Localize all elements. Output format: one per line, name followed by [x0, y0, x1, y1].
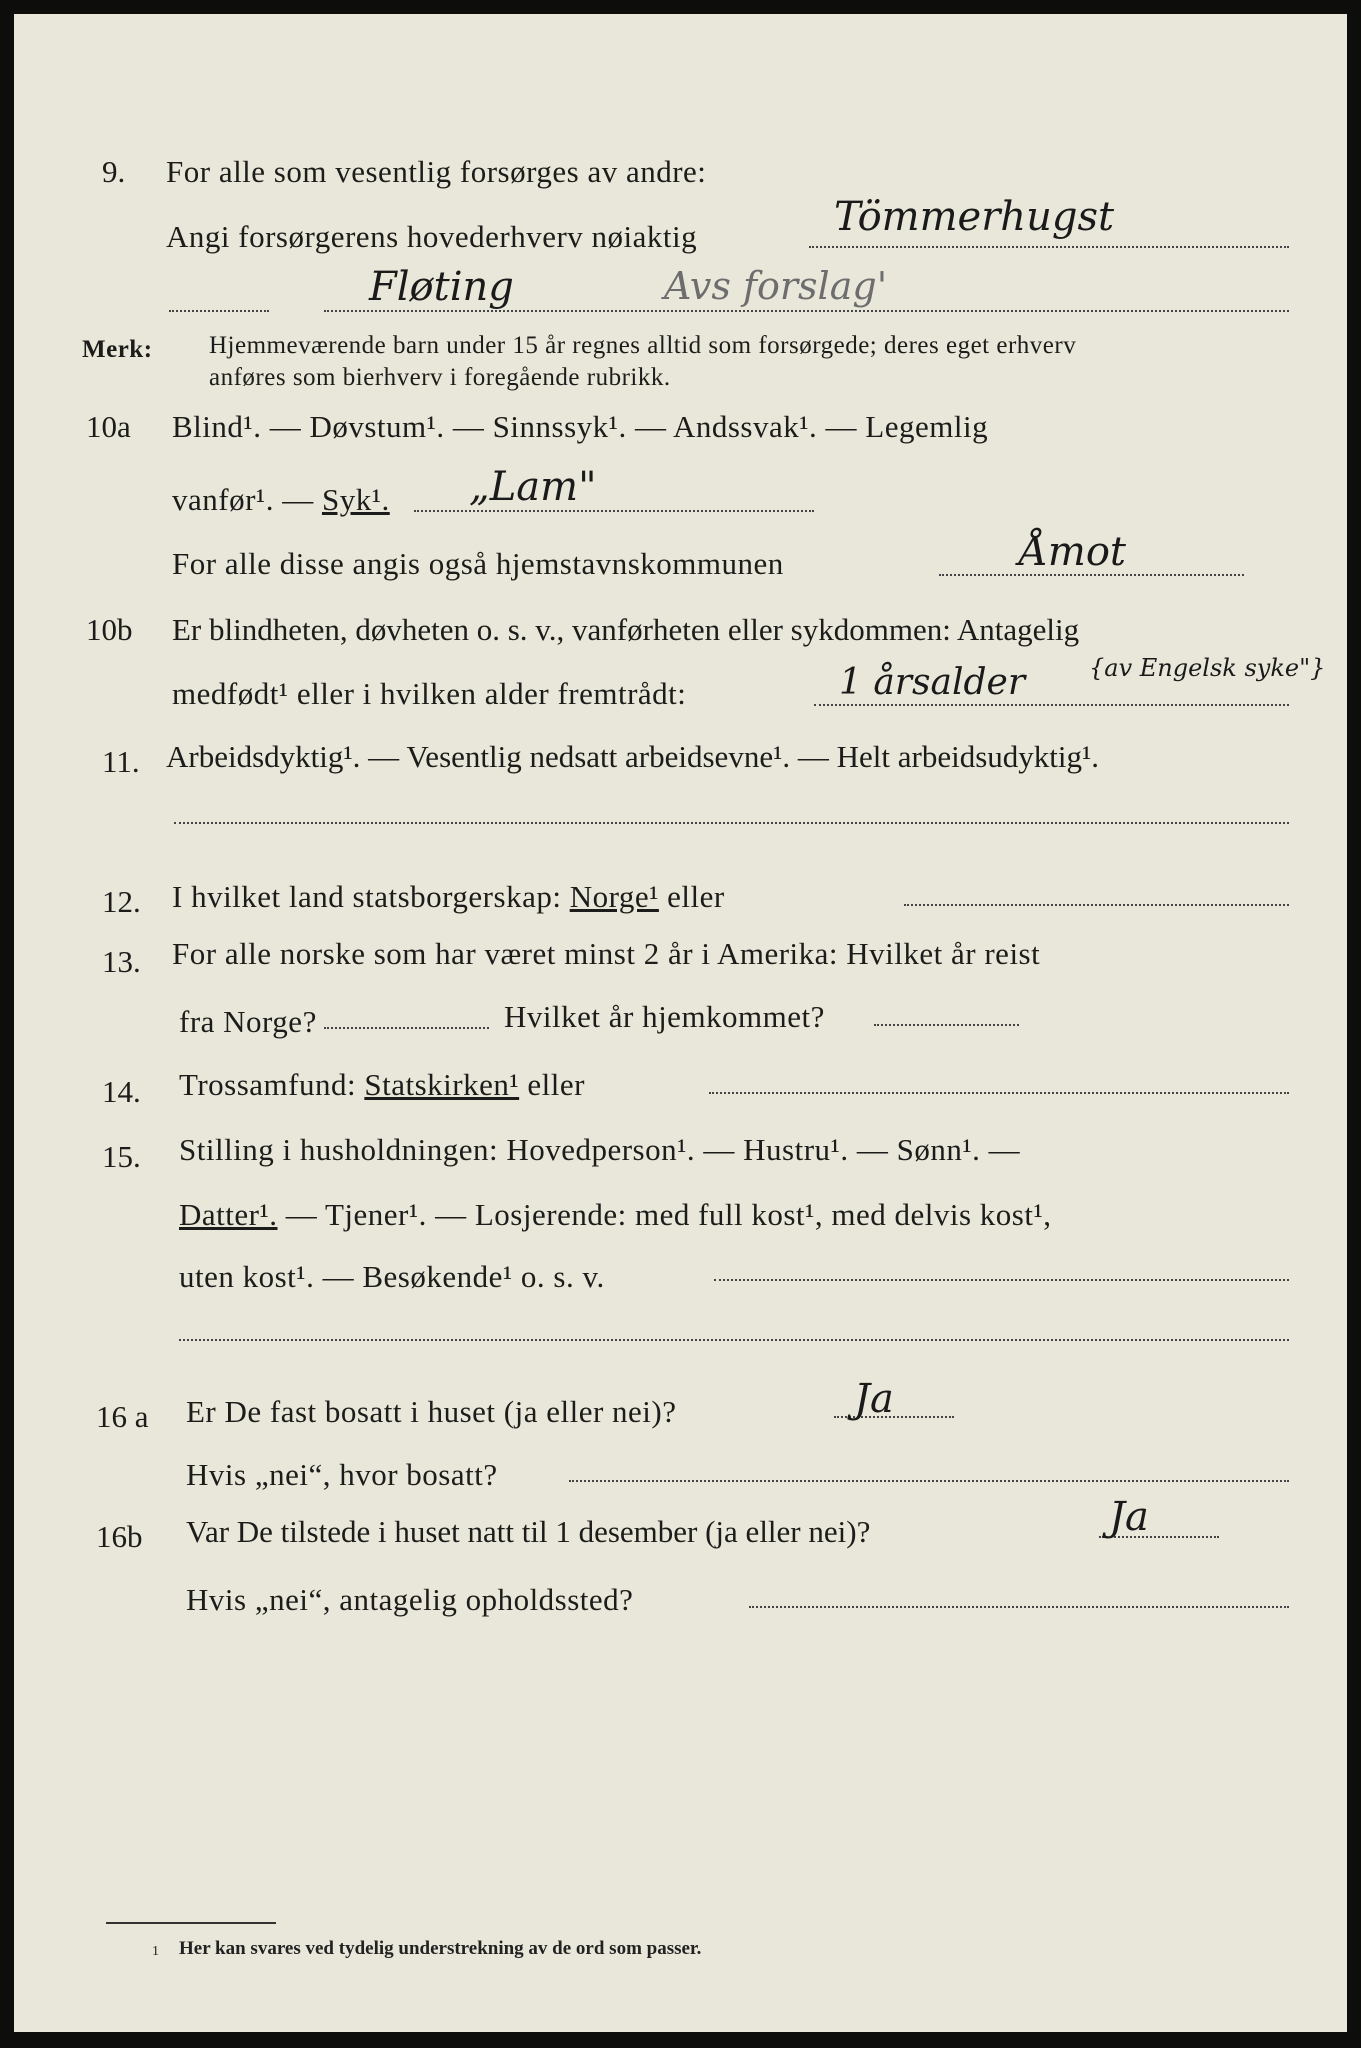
handwritten-answer: Ja: [1109, 1494, 1149, 1540]
q15-line2-rest: — Tjener¹. — Losjerende: med full kost¹, med delvis kost¹,: [277, 1197, 1052, 1232]
q12-text: I hvilket land statsborgerskap:: [172, 879, 570, 914]
answer-line: [904, 904, 1289, 906]
merk-line2: anføres som bierhverv i foregående rubrikk.: [209, 364, 671, 391]
q9-line2: Angi forsørgerens hovederhverv nøiaktig: [166, 219, 698, 254]
item-number-11: 11.: [102, 744, 140, 779]
pencil-annotation: Avs forslag': [664, 264, 888, 308]
q15-line2: [179, 1197, 1051, 1233]
q10a-vanfor: vanfør¹. —: [172, 482, 322, 517]
answer-line: [569, 1480, 1289, 1482]
merk-line1: Hjemmeværende barn under 15 år regnes alltid som forsørgede; deres eget erhverv: [209, 332, 1077, 359]
q16a-line2: Hvis „nei“, hvor bosatt?: [186, 1457, 498, 1492]
answer-line: [714, 1279, 1289, 1281]
q13-line2b: Hvilket år hjemkommet?: [504, 999, 825, 1034]
answer-line: [809, 246, 1289, 248]
q15-line3: uten kost¹. — Besøkende¹ o. s. v.: [179, 1259, 605, 1294]
item-number-10a: 10a: [86, 409, 131, 444]
q12-line1: [172, 879, 725, 915]
answer-line: [324, 310, 1289, 312]
answer-line: [834, 1416, 954, 1418]
item-number-12: 12.: [102, 884, 141, 919]
footnote-mark: 1: [152, 1944, 159, 1959]
handwritten-answer: 1 årsalder: [839, 662, 1026, 703]
q9-line1: For alle som vesentlig forsørges av andre:: [166, 154, 707, 189]
q10b-line1: Er blindheten, døvheten o. s. v., vanførheten eller sykdommen: Antagelig: [172, 612, 1080, 647]
handwritten-answer: Åmot: [1019, 529, 1126, 575]
q12-eller: eller: [658, 879, 725, 914]
footnote-text: Her kan svares ved tydelig understrekning av de ord som passer.: [179, 1938, 702, 1959]
footnote-rule: [106, 1922, 276, 1924]
q14-eller: eller: [519, 1067, 585, 1102]
answer-line: [179, 1339, 1289, 1341]
q16a-line1: Er De fast bosatt i huset (ja eller nei)?: [186, 1394, 677, 1429]
q15-datter-underlined: Datter¹.: [179, 1197, 278, 1232]
q14-line1: [179, 1067, 585, 1103]
q10a-line1: Blind¹. — Døvstum¹. — Sinnssyk¹. — Andssvak¹. — Legemlig: [172, 409, 989, 444]
q10a-line3: For alle disse angis også hjemstavnskommunen: [172, 546, 784, 581]
handwritten-answer: „Lam": [469, 464, 597, 510]
item-number-14: 14.: [102, 1074, 141, 1109]
answer-line: [749, 1606, 1289, 1608]
answer-line: [324, 1027, 489, 1029]
handwritten-answer: Ja: [854, 1376, 894, 1422]
q14-text: Trossamfund:: [179, 1067, 365, 1102]
handwritten-answer: Fløting: [369, 264, 514, 310]
q10b-line2: medfødt¹ eller i hvilken alder fremtrådt:: [172, 676, 687, 711]
q10a-syk-underlined: Syk¹.: [321, 482, 390, 517]
answer-line: [414, 510, 814, 512]
item-number-15: 15.: [102, 1139, 141, 1174]
item-number-13: 13.: [102, 944, 141, 979]
item-number-16a: 16 a: [96, 1399, 149, 1434]
q13-line2a: fra Norge?: [179, 1004, 317, 1039]
q11-line1: Arbeidsdyktig¹. — Vesentlig nedsatt arbeidsevne¹. — Helt arbeidsudyktig¹.: [166, 739, 1100, 774]
item-number-10b: 10b: [86, 612, 133, 647]
answer-line: [169, 310, 269, 312]
q10a-line2: [172, 482, 390, 518]
q16b-line2: Hvis „nei“, antagelig opholdssted?: [186, 1582, 634, 1617]
q14-statskirken-underlined: Statskirken¹: [364, 1067, 520, 1102]
answer-line: [814, 704, 1289, 706]
q16b-line1: Var De tilstede i huset natt til 1 desember (ja eller nei)?: [186, 1514, 871, 1549]
answer-line: [709, 1092, 1289, 1094]
merk-label: Merk:: [82, 336, 153, 363]
q12-norge-underlined: Norge¹: [569, 879, 659, 914]
answer-line: [174, 822, 1289, 824]
handwritten-note: {av Engelsk syke"}: [1089, 654, 1326, 682]
q13-line1: For alle norske som har været minst 2 år i Amerika: Hvilket år reist: [172, 936, 1041, 971]
handwritten-answer: Tömmerhugst: [834, 194, 1115, 240]
q15-line1: Stilling i husholdningen: Hovedperson¹. — Hustru¹. — Sønn¹. —: [179, 1132, 1021, 1167]
item-number-16b: 16b: [96, 1519, 143, 1554]
answer-line: [874, 1024, 1019, 1026]
item-number-9: 9.: [102, 154, 126, 189]
census-form-page: [14, 14, 1347, 2032]
